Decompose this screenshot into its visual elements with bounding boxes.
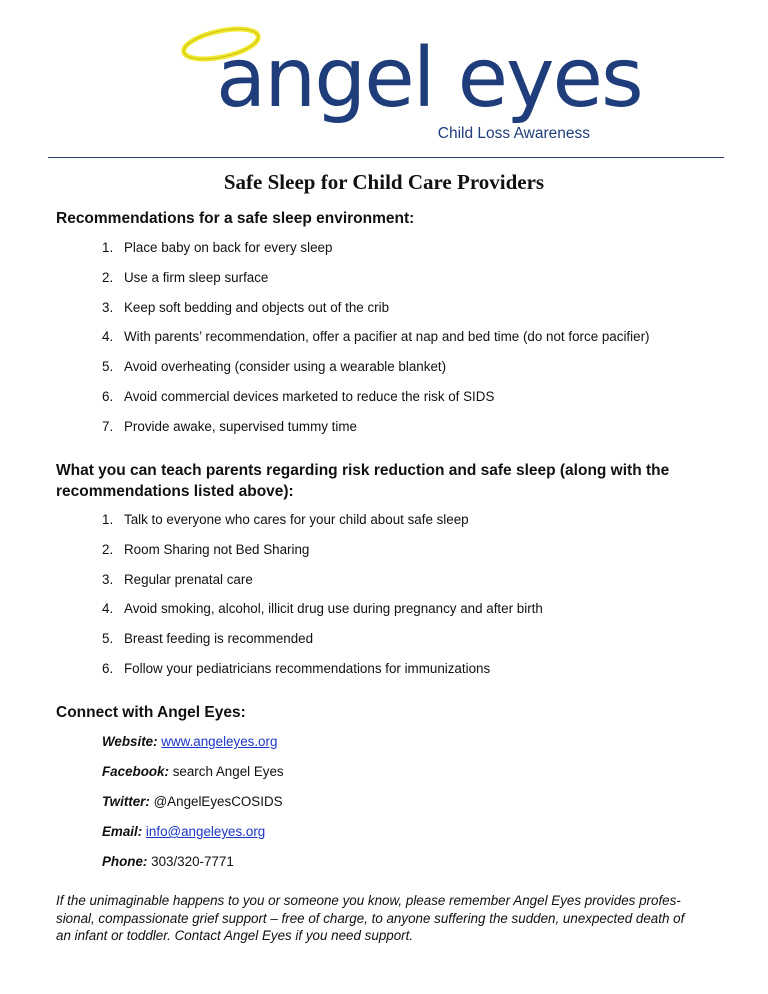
list-item-text: Keep soft bedding and objects out of the crib [124,299,390,315]
contact-phone [102,854,284,884]
list-item-text: Regular prenatal care [124,571,253,587]
contact-email [102,824,284,854]
list-item-number: 6. [102,388,114,404]
list-item-number: 5. [102,631,114,647]
website-label: Website: [102,734,158,749]
list-item-text: Talk to everyone who cares for your child about safe sleep [124,512,469,527]
section2-heading-line1: What you can teach parents regarding risk reduction and safe sleep (along with the [56,462,670,479]
list-item-text: Avoid smoking, alcohol, illicit drug use during pregnancy and after birth [124,601,543,617]
list-item-text: Use a firm sleep surface [124,269,269,285]
brand-tagline: Child Loss Awareness [437,125,590,142]
list-item-number: 3. [102,299,114,315]
email-label: Email: [102,824,143,839]
section1-heading: Recommendations for a safe sleep environment: [56,210,415,227]
list-item-text: Avoid overheating (consider using a wearable blanket) [124,359,447,375]
list-item-number: 1. [102,240,114,255]
contact-website [102,734,284,764]
footer-line3: an infant or toddler. Contact Angel Eyes if you need support. [56,928,414,943]
connect-heading: Connect with Angel Eyes: [56,704,246,721]
list-item-number: 3. [102,571,114,587]
page-title: Safe Sleep for Child Care Providers [223,170,545,194]
phone-label: Phone: [102,854,148,869]
website-link[interactable]: www.angeleyes.org [161,734,278,749]
list-item-number: 2. [102,541,114,557]
list-item-text: Breast feeding is recommended [124,631,314,647]
section2-heading [56,460,706,502]
twitter-label: Twitter: [102,794,150,809]
footer-line2: sional, compassionate grief support – free of charge, to anyone suffering the sudden, unexpected death of [56,910,685,926]
section2-heading-line2: recommendations listed above): [56,483,294,500]
footer-note [56,892,716,945]
brand-name: angel eyes [216,31,642,126]
facebook-label: Facebook: [102,764,169,779]
email-link[interactable]: info@angeleyes.org [145,824,266,839]
list-item-number: 7. [102,418,114,434]
list-item-text: Avoid commercial devices marketed to reduce the risk of SIDS [124,388,495,404]
logo [0,0,768,160]
contact-facebook [102,764,284,794]
list-item-text: Place baby on back for every sleep [124,240,333,255]
list-item-number: 4. [102,329,114,345]
header-divider [48,157,724,158]
contact-twitter [102,794,284,824]
phone-value: 303/320-7771 [151,854,234,869]
list-item-text: Provide awake, supervised tummy time [124,418,357,434]
list-item-number: 6. [102,660,114,676]
twitter-value: @AngelEyesCOSIDS [153,794,283,809]
list-item-number: 4. [102,601,114,617]
footer-line1: If the unimaginable happens to you or someone you know, please remember Angel Eyes provides profes- [56,893,681,908]
list-item-number: 1. [102,512,114,527]
list-item-text: Follow your pediatricians recommendations for immunizations [124,660,491,676]
list-item-number: 2. [102,269,114,285]
facebook-value: search Angel Eyes [172,764,284,779]
list-item-text: Room Sharing not Bed Sharing [124,541,310,557]
contact-list [102,734,284,884]
list-item-number: 5. [102,359,114,375]
list-item-text: With parents’ recommendation, offer a pacifier at nap and bed time (do not force pacifier) [124,329,650,345]
